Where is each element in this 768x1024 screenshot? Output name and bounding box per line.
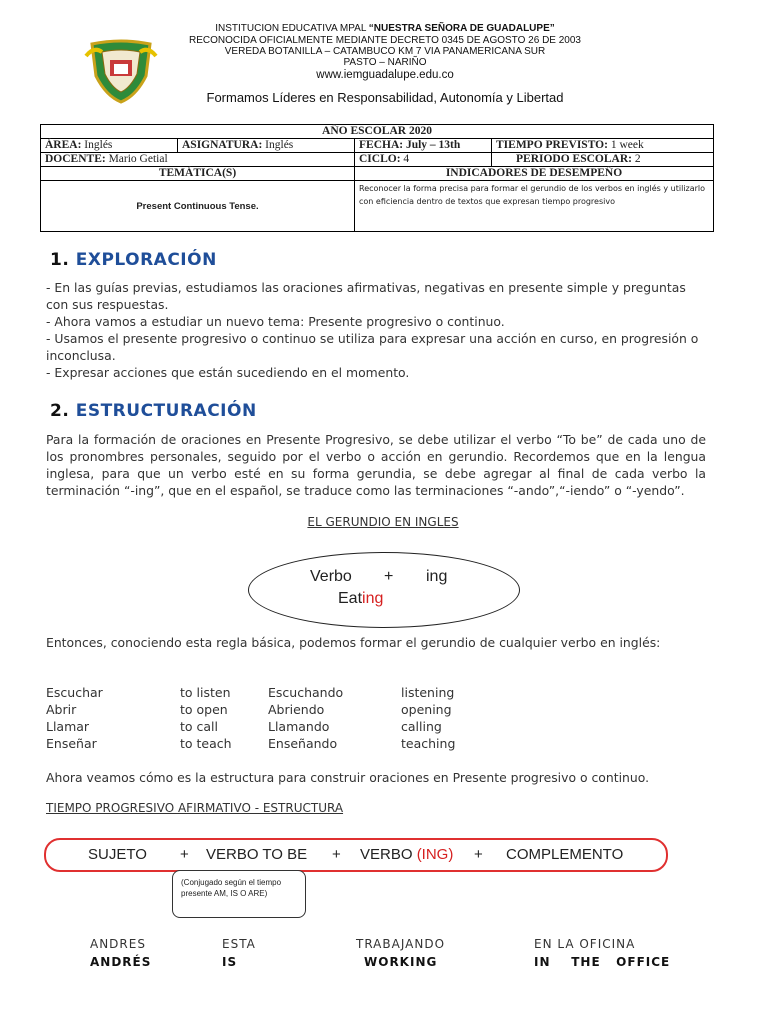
area-cell: ÁREA: Inglés	[41, 139, 178, 153]
formula-plus: +	[180, 846, 189, 863]
teacher-cell: DOCENTE: Mario Getial	[41, 153, 355, 167]
verb-en-gerund: teaching	[401, 736, 456, 751]
verb-es: Escuchar	[46, 685, 103, 700]
verb-en-gerund: listening	[401, 685, 455, 700]
formula-plus: +	[332, 846, 341, 863]
example-en-complement: IN THE OFFICE	[534, 955, 671, 969]
verb-es: Enseñar	[46, 736, 97, 751]
subject-cell: ASIGNATURA: Inglés	[178, 139, 355, 153]
address-line: VEREDA BOTANILLA – CATAMBUCO KM 7 VIA PANAMERICANA SUR	[224, 46, 546, 57]
then-text: Entonces, conociendo esta regla básica, podemos formar el gerundio de cualquier verbo en inglés:	[46, 635, 661, 650]
exploracion-line: - Ahora vamos a estudiar un nuevo tema: Presente progresivo o continuo.	[46, 314, 505, 329]
exploracion-line: - Expresar acciones que están sucediendo en el momento.	[46, 365, 410, 380]
affirmative-heading: TIEMPO PROGRESIVO AFIRMATIVO - ESTRUCTURA	[46, 801, 344, 815]
exploracion-line: - Usamos el presente progresivo o continuo se utiliza para expresar una acción en curso, en progresión o inconclusa.	[46, 331, 699, 363]
verb-es-gerund: Enseñando	[268, 736, 338, 751]
ellipse-verbo: Verbo	[310, 568, 352, 585]
ellipse-plus: +	[384, 568, 394, 585]
example-en-verb: IS	[222, 955, 238, 969]
school-crest-icon	[84, 36, 158, 106]
date-cell: FECHA: July – 13th	[355, 139, 492, 153]
info-table	[40, 124, 714, 232]
verb-en: to call	[180, 719, 219, 734]
verb-en: to open	[180, 702, 228, 717]
formula-complement: COMPLEMENTO	[506, 846, 624, 863]
section-estructuracion-title: 2. ESTRUCTURACIÓN	[50, 401, 257, 421]
formula-to-be: VERBO TO BE	[206, 846, 308, 863]
theme-value: Present Continuous Tense.	[41, 181, 355, 232]
verb-es-gerund: Abriendo	[268, 702, 325, 717]
verb-en-gerund: opening	[401, 702, 452, 717]
structure-text: Ahora veamos cómo es la estructura para construir oraciones en Presente progresivo o continuo.	[46, 770, 650, 785]
formula-subject: SUJETO	[88, 846, 147, 863]
verb-en-gerund: calling	[401, 719, 442, 734]
example-es-gerund: TRABAJANDO	[356, 937, 446, 951]
school-name-line: INSTITUCION EDUCATIVA MPAL “NUESTRA SEÑORA DE GUADALUPE”	[215, 23, 555, 34]
example-es-complement: EN LA OFICINA	[534, 937, 636, 951]
theme-header: TEMÁTICA(S)	[41, 167, 355, 181]
example-en-gerund: WORKING	[364, 955, 438, 969]
formula-plus: +	[474, 846, 483, 863]
city-line: PASTO – NARIÑO	[343, 57, 427, 68]
formula-verb: VERBO (ING)	[360, 846, 454, 863]
example-es-subject: ANDRES	[90, 937, 146, 951]
verb-es: Llamar	[46, 719, 90, 734]
ellipse-ing: ing	[426, 568, 448, 585]
verb-en: to teach	[180, 736, 232, 751]
gerund-heading: EL GERUNDIO EN INGLES	[307, 515, 459, 529]
time-cell: TIEMPO PREVISTO: 1 week	[492, 139, 714, 153]
example-en-subject: ANDRÉS	[90, 955, 152, 969]
ellipse-example: Eating	[338, 590, 384, 607]
verb-en: to listen	[180, 685, 231, 700]
conjugation-note: (Conjugado según el tiempo presente AM, IS O ARE)	[172, 870, 306, 918]
verb-es: Abrir	[46, 702, 77, 717]
verb-es-gerund: Escuchando	[268, 685, 344, 700]
website-link[interactable]: www.iemguadalupe.edu.co	[316, 69, 454, 81]
verb-es-gerund: Llamando	[268, 719, 330, 734]
period-cell: PERIODO ESCOLAR: 2	[492, 153, 714, 167]
cycle-cell: CICLO: 4	[355, 153, 492, 167]
school-year: AÑO ESCOLAR 2020	[41, 125, 714, 139]
indicators-value: Reconocer la forma precisa para formar el gerundio de los verbos en inglés y utilizarlo con eficiencia dentro de textos que expresan tiempo progresivo	[355, 181, 714, 232]
decree-line: RECONOCIDA OFICIALMENTE MEDIANTE DECRETO 0345 DE AGOSTO 26 DE 2003	[189, 35, 581, 46]
section-exploracion-title: 1. EXPLORACIÓN	[50, 250, 217, 270]
estructuracion-paragraph: Para la formación de oraciones en Presente Progresivo, se debe utilizar el verbo “To be” de cada uno de los pronombres personales, seguido por el verbo o acción en gerundio. Recordemos que en la lengua inglesa, para que un verbo esté en su forma gerundia, se debe agregar al final de cada verbo la terminación “-ing”, que en el español, se traduce como las terminaciones “-ando”,“-iendo” o “-yendo”.	[46, 432, 706, 498]
exploracion-line: - En las guías previas, estudiamos las oraciones afirmativas, negativas en presente simple y preguntas con sus respuestas.	[46, 280, 686, 312]
section-exploracion-text	[46, 279, 706, 381]
motto: Formamos Líderes en Responsabilidad, Autonomía y Libertad	[206, 90, 564, 105]
example-es-verb: ESTA	[222, 937, 256, 951]
gerund-rule-ellipse	[248, 552, 520, 628]
indicators-header: INDICADORES DE DESEMPEÑO	[355, 167, 714, 181]
